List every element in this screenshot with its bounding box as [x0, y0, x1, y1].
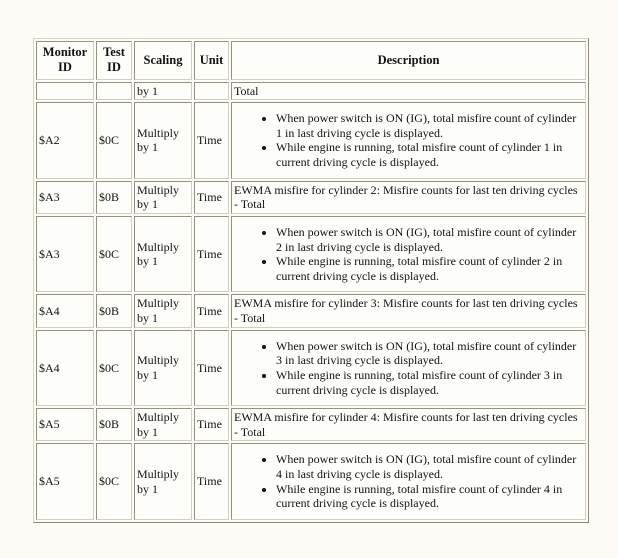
cell-scaling: Multiply by 1: [134, 181, 192, 214]
description-bullet-item: • While engine is running, total misfire count of cylinder 1 in current driving cycle is displayed.: [276, 140, 583, 169]
cell-description: [231, 330, 586, 407]
cell-description: [231, 216, 586, 293]
table-row: [36, 102, 586, 179]
cell-description: [231, 443, 586, 520]
cell-unit: Time: [194, 294, 229, 327]
cell-monitor-id: [36, 82, 94, 101]
column-header-test-id: Test ID: [96, 41, 132, 80]
description-bullet-item: • While engine is running, total misfire count of cylinder 2 in current driving cycle is displayed.: [276, 254, 583, 283]
table-row: [36, 181, 586, 214]
description-bullet-item: • When power switch is ON (IG), total misfire count of cylinder 2 in last driving cycle is displayed.: [276, 225, 583, 254]
cell-monitor-id: $A3: [36, 181, 94, 214]
table-row: [36, 294, 586, 327]
cell-unit: Time: [194, 330, 229, 407]
cell-unit: Time: [194, 408, 229, 441]
table-row: [36, 330, 586, 407]
description-bullet-item: • When power switch is ON (IG), total misfire count of cylinder 4 in last driving cycle is displayed.: [276, 452, 583, 481]
cell-monitor-id: $A2: [36, 102, 94, 179]
cell-monitor-id: $A4: [36, 294, 94, 327]
cell-description: EWMA misfire for cylinder 3: Misfire counts for last ten driving cycles - Total: [231, 294, 586, 327]
column-header-unit: Unit: [194, 41, 229, 80]
cell-test-id: $0B: [96, 408, 132, 441]
table-row: [36, 408, 586, 441]
cell-test-id: $0C: [96, 216, 132, 293]
cell-test-id: $0C: [96, 330, 132, 407]
table-row: [36, 216, 586, 293]
description-bullet-item: • While engine is running, total misfire count of cylinder 3 in current driving cycle is displayed.: [276, 368, 583, 397]
cell-unit: Time: [194, 216, 229, 293]
cell-monitor-id: $A3: [36, 216, 94, 293]
cell-description: [231, 102, 586, 179]
column-header-monitor-id: Monitor ID: [36, 41, 94, 80]
description-bullet-item: • When power switch is ON (IG), total misfire count of cylinder 1 in last driving cycle is displayed.: [276, 111, 583, 140]
cell-scaling: Multiply by 1: [134, 294, 192, 327]
description-bullet-list: [234, 225, 583, 284]
cell-test-id: $0C: [96, 102, 132, 179]
cell-test-id: [96, 82, 132, 101]
cell-unit: [194, 82, 229, 101]
cell-unit: Time: [194, 102, 229, 179]
cell-test-id: $0B: [96, 181, 132, 214]
cell-scaling: Multiply by 1: [134, 408, 192, 441]
cell-monitor-id: $A5: [36, 443, 94, 520]
cell-test-id: $0C: [96, 443, 132, 520]
cell-monitor-id: $A4: [36, 330, 94, 407]
cell-test-id: $0B: [96, 294, 132, 327]
description-bullet-item: • When power switch is ON (IG), total misfire count of cylinder 3 in last driving cycle is displayed.: [276, 339, 583, 368]
description-bullet-item: • While engine is running, total misfire count of cylinder 4 in current driving cycle is displayed.: [276, 482, 583, 511]
cell-scaling: Multiply by 1: [134, 102, 192, 179]
cell-scaling: by 1: [134, 82, 192, 101]
cell-description: EWMA misfire for cylinder 4: Misfire counts for last ten driving cycles - Total: [231, 408, 586, 441]
cell-unit: Time: [194, 181, 229, 214]
cell-unit: Time: [194, 443, 229, 520]
cell-description: Total: [231, 82, 586, 101]
cell-monitor-id: $A5: [36, 408, 94, 441]
table-body: [36, 82, 586, 520]
description-bullet-list: [234, 111, 583, 170]
cell-description: EWMA misfire for cylinder 2: Misfire counts for last ten driving cycles - Total: [231, 181, 586, 214]
table-header-row: [36, 41, 586, 80]
table-row: [36, 443, 586, 520]
cell-scaling: Multiply by 1: [134, 330, 192, 407]
monitor-id-table: [33, 38, 589, 523]
cell-scaling: Multiply by 1: [134, 443, 192, 520]
cell-scaling: Multiply by 1: [134, 216, 192, 293]
description-bullet-list: [234, 452, 583, 511]
description-bullet-list: [234, 339, 583, 398]
table-row: [36, 82, 586, 101]
column-header-scaling: Scaling: [134, 41, 192, 80]
column-header-description: Description: [231, 41, 586, 80]
